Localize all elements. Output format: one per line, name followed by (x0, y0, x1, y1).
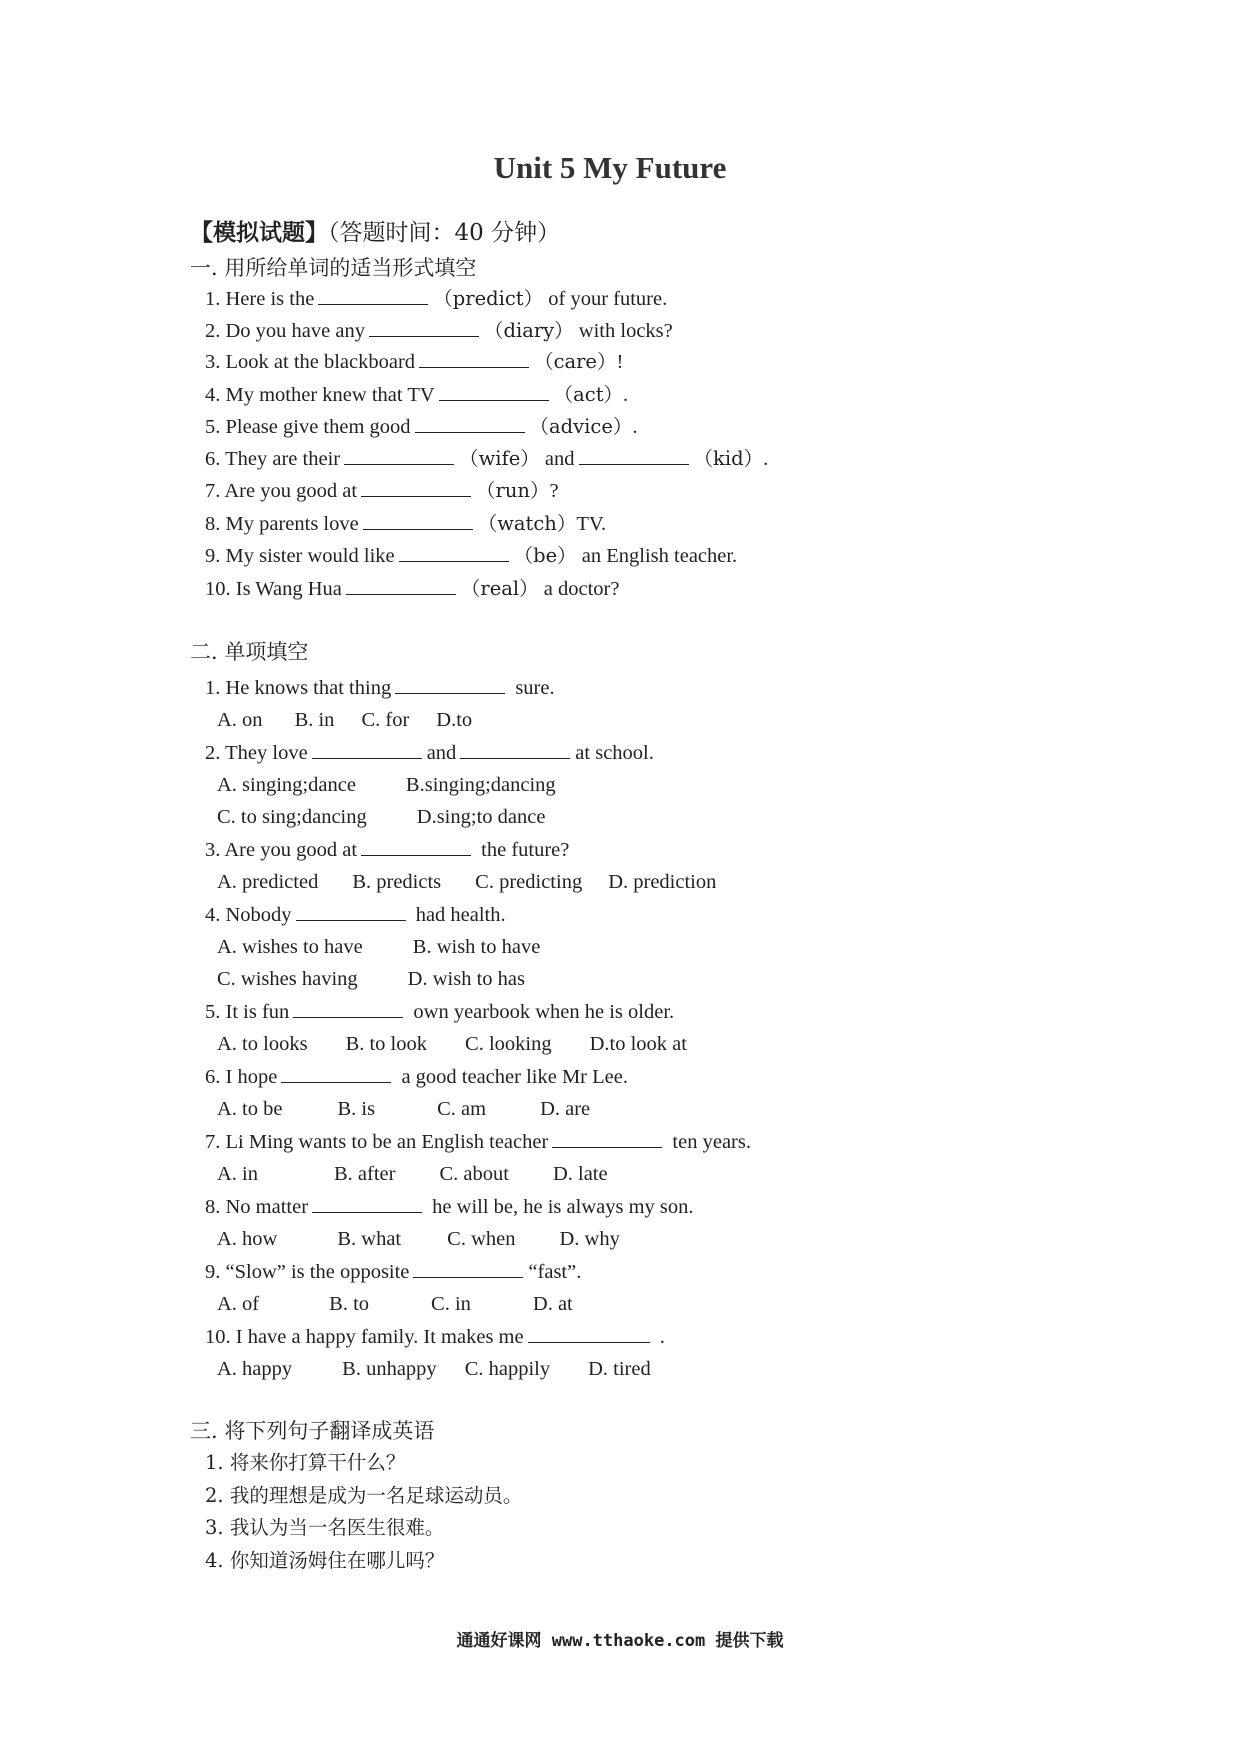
answer-blank[interactable] (296, 900, 406, 921)
section1-question: 1. Here is the （predict） of your future. (205, 284, 667, 314)
option-row (217, 932, 540, 962)
section1-question: 4. My mother knew that TV （act）. (205, 380, 628, 410)
section2-question: 6. I hope a good teacher like Mr Lee. (205, 1062, 628, 1092)
option[interactable]: C. about (439, 1163, 509, 1185)
option[interactable]: D. tired (588, 1358, 651, 1380)
option[interactable]: B. to (329, 1293, 370, 1315)
answer-blank[interactable] (346, 574, 456, 595)
option[interactable]: B. wish to have (412, 936, 541, 958)
section3-heading: 三. 将下列句子翻译成英语 (190, 1419, 435, 1443)
section3-question: 2. 我的理想是成为一名足球运动员。 (205, 1484, 523, 1507)
section3-question: 4. 你知道汤姆住在哪儿吗？ (205, 1549, 445, 1572)
option[interactable]: A. on (217, 709, 263, 731)
section3-question: 3. 我认为当一名医生很难。 (205, 1516, 445, 1539)
option[interactable]: C. looking (465, 1033, 552, 1055)
answer-blank[interactable] (552, 1127, 662, 1148)
footer-credit: 通通好课网 www.tthaoke.com 提供下载 (456, 1631, 784, 1651)
answer-blank[interactable] (399, 541, 509, 562)
answer-blank[interactable] (419, 347, 529, 368)
option-row (217, 1094, 590, 1124)
option[interactable]: A. to be (217, 1098, 283, 1120)
section2-question: 8. No matter he will be, he is always my son. (205, 1192, 694, 1222)
option[interactable]: B. unhappy (342, 1358, 437, 1380)
section1-question: 10. Is Wang Hua （real） a doctor? (205, 574, 619, 604)
option[interactable]: D.sing;to dance (416, 806, 546, 828)
option[interactable]: D. at (532, 1293, 573, 1315)
answer-blank[interactable] (361, 476, 471, 497)
option-row (217, 770, 556, 800)
answer-blank[interactable] (363, 509, 473, 530)
option[interactable]: A. in (217, 1163, 258, 1185)
option[interactable]: D. are (540, 1098, 591, 1120)
option-row (217, 1029, 687, 1059)
option[interactable]: C. predicting (475, 871, 583, 893)
option-row (217, 705, 472, 735)
section1-question: 3. Look at the blackboard （care）! (205, 347, 623, 377)
section2-question: 9. “Slow” is the opposite “fast”. (205, 1257, 581, 1287)
option[interactable]: B. what (337, 1228, 402, 1250)
option[interactable]: C. in (431, 1293, 471, 1315)
section2-question: 3. Are you good at the future? (205, 835, 569, 865)
answer-blank[interactable] (293, 997, 403, 1018)
section1-question: 8. My parents love （watch）TV. (205, 509, 606, 539)
section1-question: 2. Do you have any （diary） with locks? (205, 316, 673, 346)
option[interactable]: D. prediction (608, 871, 717, 893)
answer-blank[interactable] (281, 1062, 391, 1083)
answer-blank[interactable] (579, 444, 689, 465)
option[interactable]: D. late (552, 1163, 608, 1185)
option[interactable]: C. for (361, 709, 410, 731)
exam-header (190, 218, 560, 248)
section2-question: 4. Nobody had health. (205, 900, 506, 930)
option[interactable]: A. how (217, 1228, 278, 1250)
option[interactable]: A. predicted (217, 871, 319, 893)
answer-blank[interactable] (415, 412, 525, 433)
option[interactable]: D. wish to has (407, 968, 525, 990)
header-label: 【模拟试题】 (190, 219, 328, 246)
option[interactable]: B. after (334, 1163, 396, 1185)
answer-blank[interactable] (413, 1257, 523, 1278)
section2-question: 7. Li Ming wants to be an English teacher ten years. (205, 1127, 751, 1157)
option-row (217, 964, 525, 994)
page-title: Unit 5 My Future (493, 150, 727, 185)
option[interactable]: A. of (217, 1293, 260, 1315)
section2-question: 10. I have a happy family. It makes me . (205, 1322, 665, 1352)
option[interactable]: C. to sing;dancing (217, 806, 367, 828)
answer-blank[interactable] (460, 738, 570, 759)
option[interactable]: D.to (436, 709, 473, 731)
answer-blank[interactable] (361, 835, 471, 856)
option[interactable]: D.to look at (589, 1033, 687, 1055)
option[interactable]: C. am (437, 1098, 487, 1120)
answer-blank[interactable] (312, 1192, 422, 1213)
answer-blank[interactable] (318, 284, 428, 305)
option[interactable]: B. to look (345, 1033, 428, 1055)
header-time: （答题时间：40 分钟） (328, 220, 561, 246)
option[interactable]: A. singing;dance (217, 774, 356, 796)
option-row (217, 802, 545, 832)
section1-question: 6. They are their （wife） and （kid）. (205, 444, 768, 474)
option-row (217, 867, 716, 897)
section3-question: 1. 将来你打算干什么？ (205, 1451, 406, 1474)
answer-blank[interactable] (344, 444, 454, 465)
option[interactable]: A. to looks (217, 1033, 308, 1055)
section2-heading: 二. 单项填空 (190, 640, 309, 664)
option[interactable]: B. in (294, 709, 335, 731)
answer-blank[interactable] (395, 673, 505, 694)
option-row (217, 1289, 573, 1319)
answer-blank[interactable] (369, 316, 479, 337)
option[interactable]: A. happy (217, 1358, 293, 1380)
section1-question: 5. Please give them good （advice）. (205, 412, 637, 442)
option[interactable]: C. wishes having (217, 968, 358, 990)
option[interactable]: A. wishes to have (217, 936, 363, 958)
answer-blank[interactable] (528, 1322, 650, 1343)
answer-blank[interactable] (312, 738, 422, 759)
option[interactable]: D. why (559, 1228, 620, 1250)
option[interactable]: C. when (447, 1228, 516, 1250)
option[interactable]: B.singing;dancing (405, 774, 556, 796)
option-row (217, 1224, 620, 1254)
option-row (217, 1159, 608, 1189)
option[interactable]: C. happily (464, 1358, 551, 1380)
section2-question: 5. It is fun own yearbook when he is older. (205, 997, 674, 1027)
option[interactable]: B. predicts (352, 871, 442, 893)
section1-question: 9. My sister would like （be） an English teacher. (205, 541, 737, 571)
section2-question: 2. They love and at school. (205, 738, 654, 768)
option[interactable]: B. is (337, 1098, 376, 1120)
section2-question: 1. He knows that thing sure. (205, 673, 555, 703)
answer-blank[interactable] (439, 380, 549, 401)
option-row (217, 1354, 651, 1384)
section1-heading: 一. 用所给单词的适当形式填空 (190, 256, 477, 280)
section1-question: 7. Are you good at （run）? (205, 476, 559, 506)
